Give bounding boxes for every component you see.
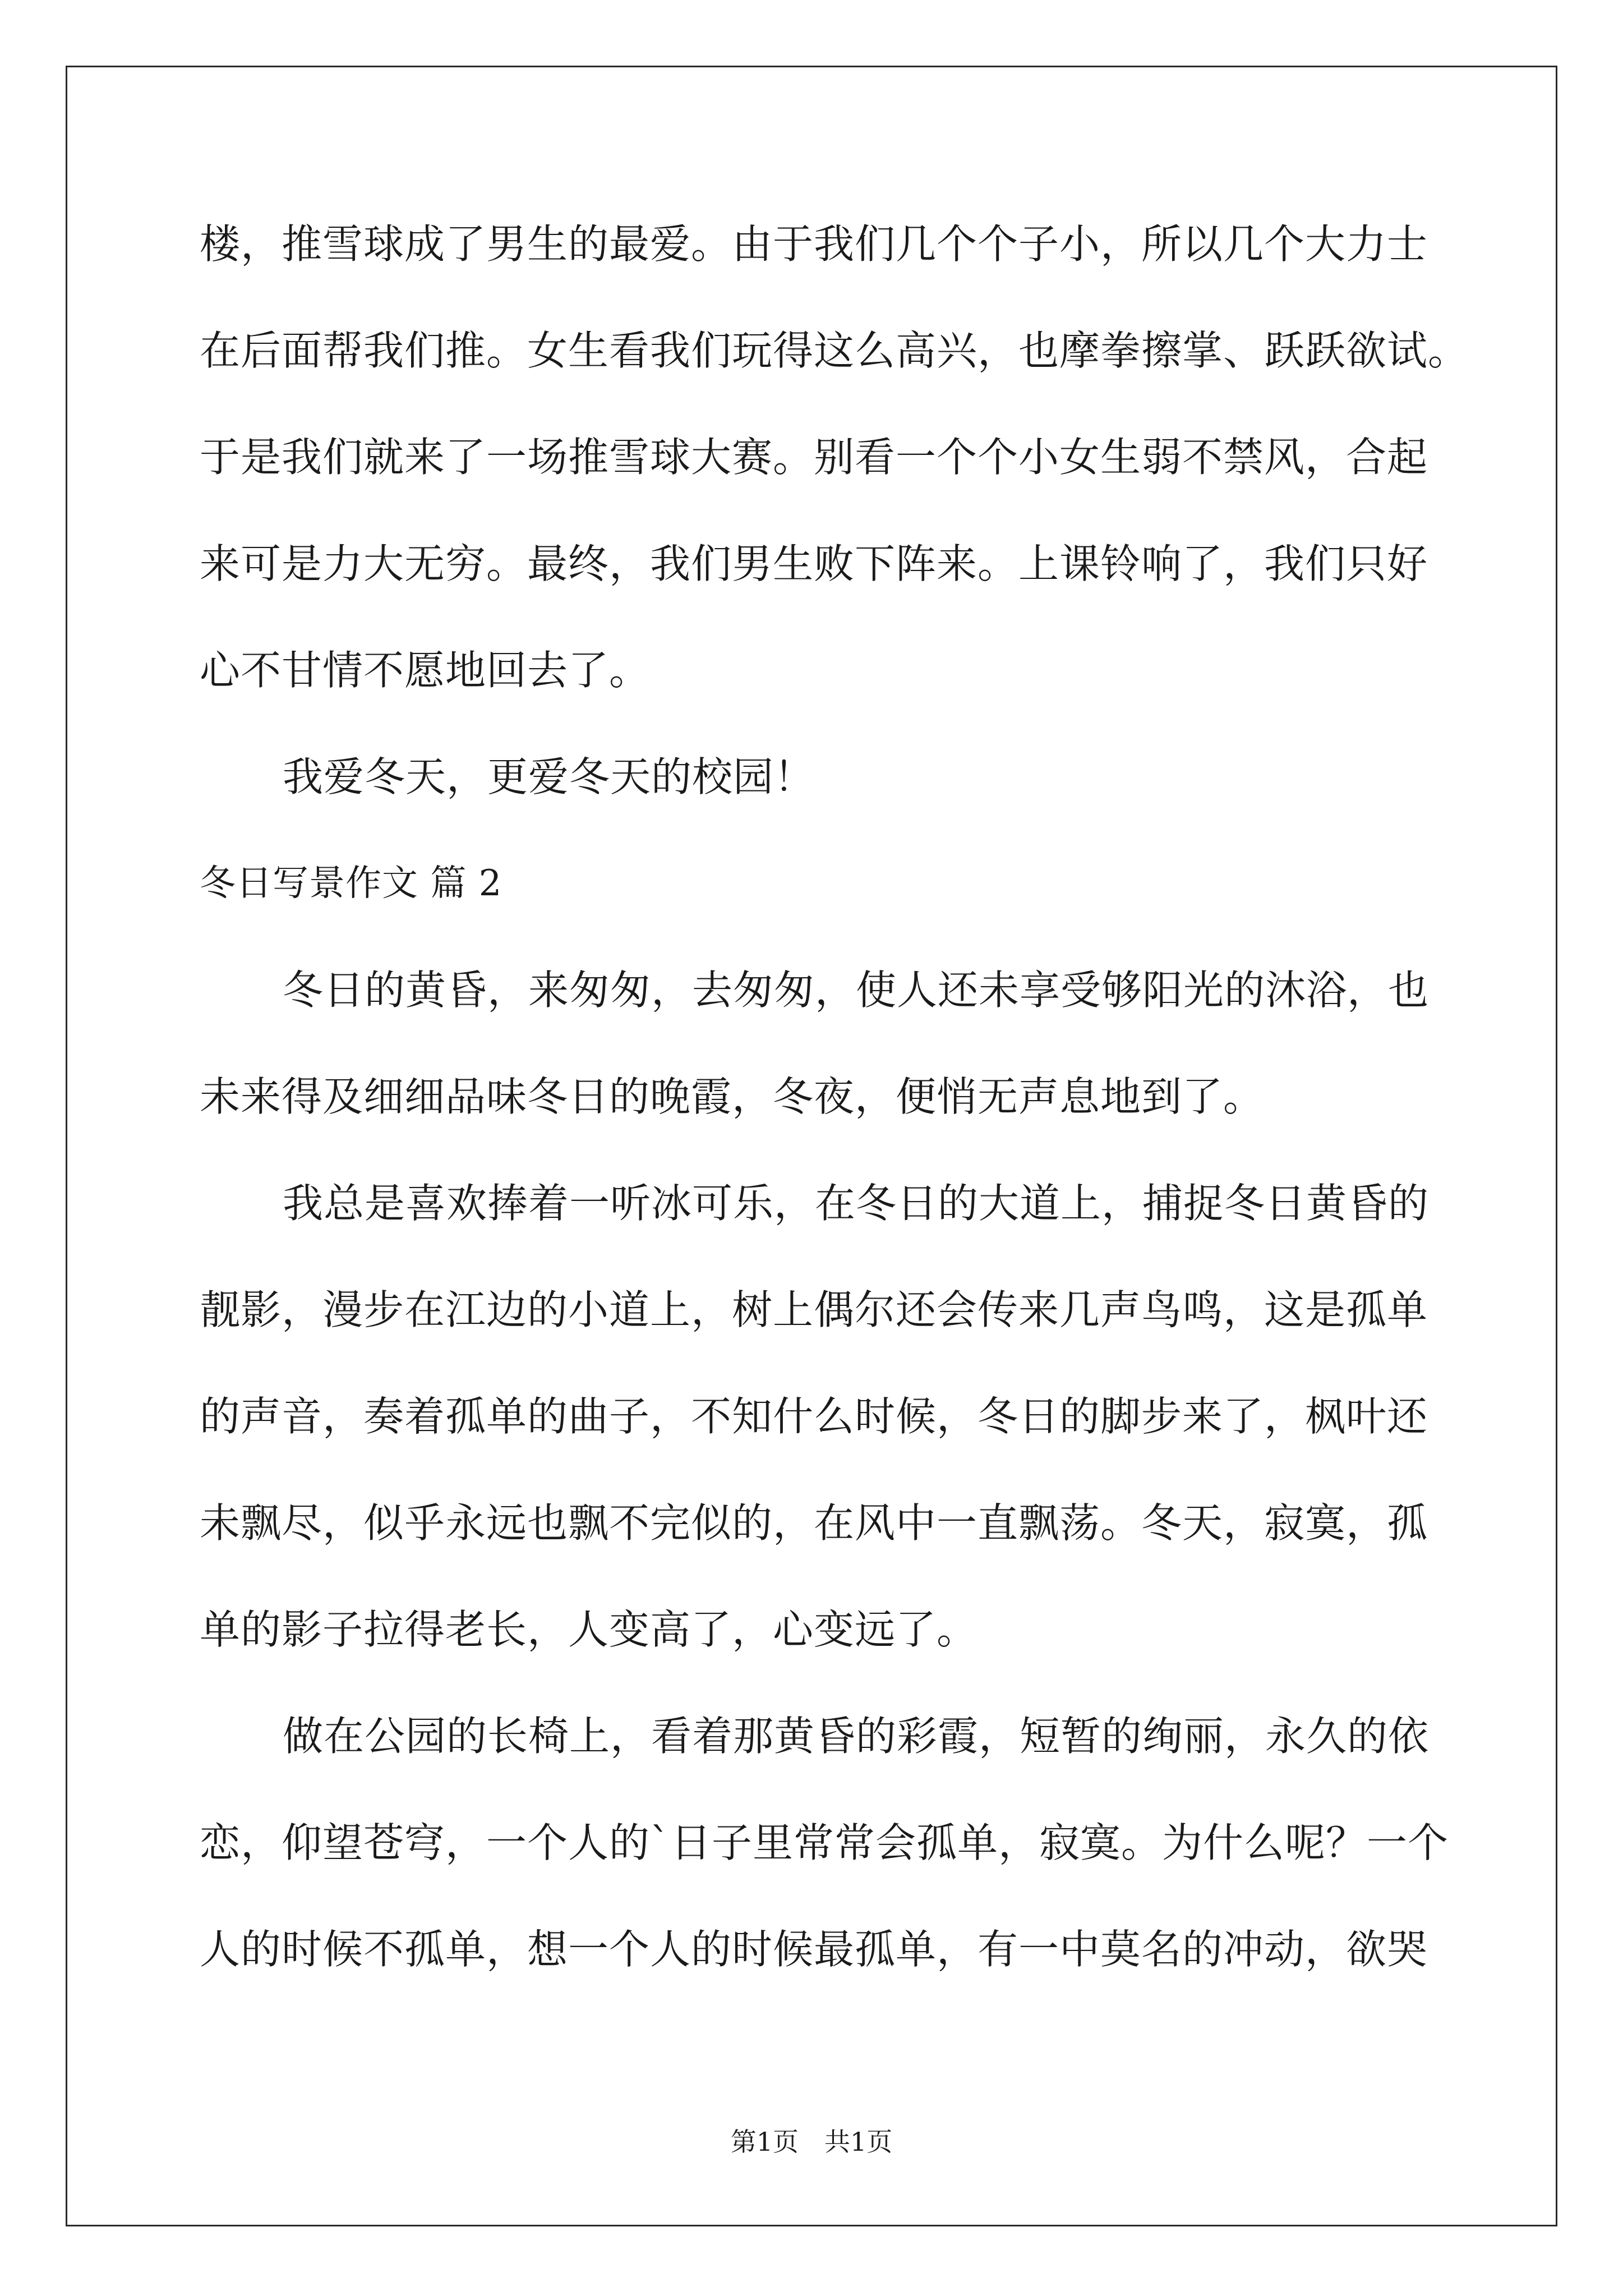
- text-line: 恋，仰望苍穹，一个人的`日子里常常会孤单，寂寞。为什么呢？一个: [200, 1819, 1449, 1866]
- text-line: 来可是力大无穷。最终，我们男生败下阵来。上课铃响了，我们只好: [200, 540, 1428, 587]
- text-line: 于是我们就来了一场推雪球大赛。别看一个个小女生弱不禁风，合起: [200, 434, 1428, 481]
- page-number-footer: 第1页 共1页: [730, 2127, 893, 2157]
- paragraph-line: 我爱冬天，更爱冬天的校园！: [283, 753, 815, 800]
- text-line: 在后面帮我们推。女生看我们玩得这么高兴，也摩拳擦掌、跃跃欲试。: [200, 327, 1469, 374]
- text-line: 靓影，漫步在江边的小道上，树上偶尔还会传来几声鸟鸣，这是孤单: [200, 1286, 1428, 1333]
- paragraph-line: 做在公园的长椅上，看着那黄昏的彩霞，短暂的绚丽，永久的依: [283, 1713, 1430, 1760]
- section-heading: 冬日写景作文 篇 2: [200, 863, 502, 904]
- text-line: 单的影子拉得老长，人变高了，心变远了。: [200, 1606, 978, 1653]
- text-line: 人的时候不孤单，想一个人的时候最孤单，有一中莫名的冲动，欲哭: [200, 1926, 1428, 1973]
- paragraph-line: 我总是喜欢捧着一听冰可乐，在冬日的大道上，捕捉冬日黄昏的: [283, 1180, 1430, 1227]
- paragraph-line: 冬日的黄昏，来匆匆，去匆匆，使人还未享受够阳光的沐浴，也: [283, 967, 1430, 1014]
- document-body: [200, 220, 1469, 2033]
- text-line: 楼，推雪球成了男生的最爱。由于我们几个个子小，所以几个大力士: [200, 220, 1428, 268]
- text-line: 心不甘情不愿地回去了。: [200, 647, 651, 694]
- text-line: 未飘尽，似乎永远也飘不完似的，在风中一直飘荡。冬天，寂寞，孤: [200, 1499, 1428, 1547]
- text-line: 未来得及细细品味冬日的晚霞，冬夜，便悄无声息地到了。: [200, 1073, 1265, 1120]
- text-line: 的声音，奏着孤单的曲子，不知什么时候，冬日的脚步来了，枫叶还: [200, 1393, 1428, 1440]
